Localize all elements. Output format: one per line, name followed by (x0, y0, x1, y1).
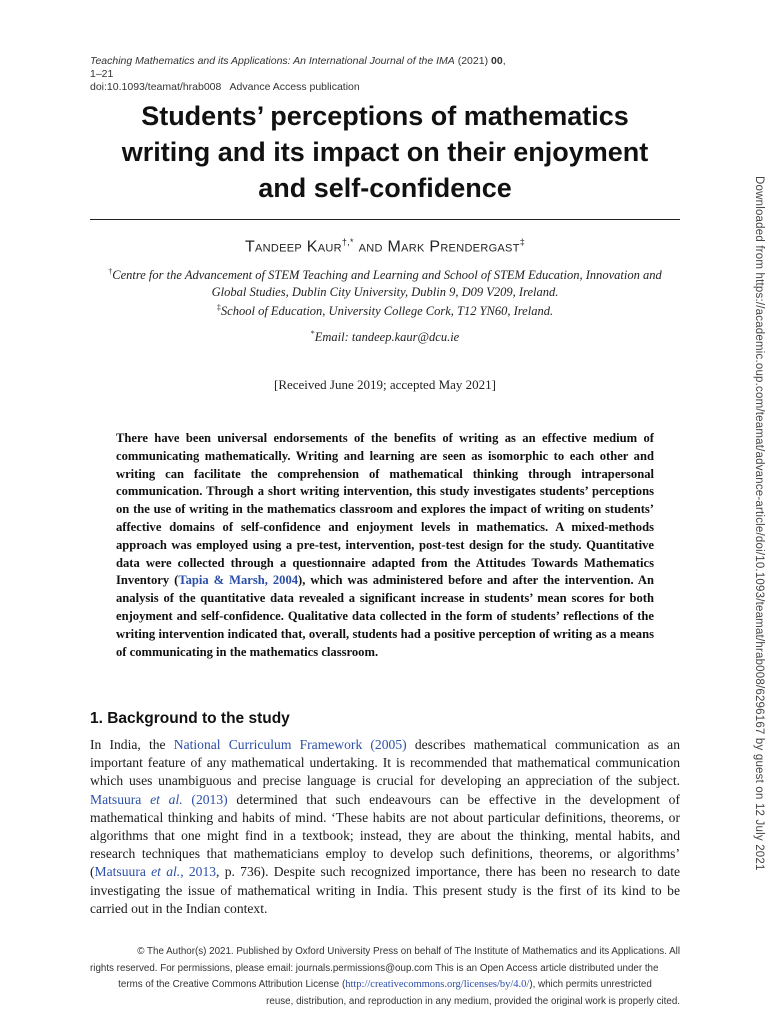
title-rule (90, 219, 680, 220)
author-list (90, 237, 680, 256)
corresponding-email (90, 325, 680, 346)
affiliation-2 (90, 299, 680, 320)
journal-name: Teaching Mathematics and its Applications: An International Journal of the IMA (90, 55, 455, 67)
journal-year: (2021) (457, 55, 489, 67)
body-text: In India, the (90, 737, 174, 752)
citation-author: Matsuura (94, 864, 152, 880)
title-line: Students’ perceptions of mathematics (141, 101, 629, 131)
doi: doi:10.1093/teamat/hrab008 (90, 81, 222, 93)
affiliation-mark: † (108, 267, 113, 276)
affiliation-text: Centre for the Advancement of STEM Teaching and Learning and School of STEM Education, Innovation and (112, 268, 662, 283)
affiliation-1 (90, 263, 680, 301)
citation-year: , 2013 (180, 864, 217, 880)
journal-pages: , 1–21 (90, 55, 506, 80)
copyright-footer (90, 944, 680, 1010)
citation-etal: et al. (150, 791, 183, 807)
download-note-text: Downloaded from https://academic.oup.com/teamat/advance-article/doi/10.1093/teamat/hrab008/6296167 by guest on 12 July 2021 (753, 176, 765, 871)
body-text: determined that such endeavours can be effective in the development of mathematical thinking and habits of mind. ‘These habits are not about particular definitions, theorems, or algorithms that one might find in a textbook; instead, they are about the thinking, mental habits, and research techniques that mathematicians employ to develop such definitions, theorems, or algorithms’ ( (90, 791, 681, 880)
affiliation-text: School of Education, University College Cork, T12 YN60, Ireland. (220, 304, 554, 319)
citation-link[interactable]: National Curriculum Framework (2005) (173, 737, 407, 752)
citation-link[interactable] (95, 864, 217, 879)
footer-line: © The Author(s) 2021. Published by Oxford University Press on behalf of The Institute of Mathematics and its Applications. All (137, 946, 680, 957)
citation-link[interactable]: Tapia & Marsh, 2004 (178, 573, 299, 588)
body-text: describes mathematical communication as an important feature of any mathematical undertaking. It is recommended that mathematical communication which uses unambiguous and precise language is crucial for developing an appreciation of the subject. (90, 737, 680, 789)
citation-link[interactable] (90, 792, 228, 807)
author-marks: †,* (341, 237, 354, 247)
email-text: Email: tandeep.kaur@dcu.ie (314, 330, 460, 345)
footer-line: rights reserved. For permissions, please email: journals.permissions@oup.com This is an Open Access article distributed under the (90, 962, 659, 974)
footer-text: ), which permits unrestricted (529, 979, 652, 990)
abstract (116, 430, 654, 661)
publication-status: Advance Access publication (229, 81, 360, 93)
citation-etal: et al. (151, 864, 181, 880)
affiliation-mark: ‡ (216, 303, 221, 312)
body-paragraph (90, 736, 680, 918)
title-line: writing and its impact on their enjoyment (121, 137, 649, 167)
abstract-text: ), which was administered before and after the intervention. An analysis of the quantitative data revealed a significant increase in students’ mean scores for both enjoyment and self-confidence. Qualitative data collected in the form of students’ reflections of the writing intervention indicated that, overall, students had a positive perception of writing as a means of communicating in the mathematics classroom. (116, 573, 654, 659)
section-heading: 1. Background to the study (90, 710, 290, 727)
footer-line (90, 977, 680, 994)
author-name: Tandeep Kaur (244, 238, 342, 256)
footer-line: reuse, distribution, and reproduction in any medium, provided the original work is properly cited. (266, 995, 680, 1007)
email-mark: * (310, 329, 315, 338)
author-name: Mark Prendergast (387, 238, 520, 256)
article-title (60, 98, 710, 206)
journal-header (90, 55, 520, 94)
abstract-text: There have been universal endorsements of the benefits of writing as an effective medium of communicating mathematically. Writing and learning are seen as isomorphic to each other and writing can facilitate the comprehension of mathematical thinking through intrapersonal communication. Through a short writing intervention, this study investigates students’ perceptions on the use of writing in the mathematics classroom and explores the impact of writing on students’ affective domains of self-confidence and enjoyment levels in mathematics. A mixed-methods approach was employed using a pre-test, intervention, post-test design for the study. Quantitative data were collected through a questionnaire adapted from the Attitudes Towards Mathematics Inventory ( (116, 431, 654, 588)
body-text: , p. 736). Despite such recognized importance, there has been no research to date investigating the issue of mathematical writing in India. This present study is the first of its kind to be carried out in the Indian context. (90, 864, 681, 916)
affiliation-text: Global Studies, Dublin City University, Dublin 9, D09 V209, Ireland. (211, 285, 559, 300)
journal-volume: 00 (491, 55, 503, 67)
download-watermark (749, 170, 765, 871)
footer-text: terms of the Creative Commons Attribution License ( (118, 979, 346, 990)
received-dates: [Received June 2019; accepted May 2021] (273, 377, 496, 392)
citation-author: Matsuura (90, 791, 151, 807)
author-marks: ‡ (519, 237, 526, 247)
citation-year: (2013) (182, 791, 228, 807)
license-link[interactable]: http://creativecommons.org/licenses/by/4.0/ (345, 979, 530, 990)
title-line: and self-confidence (258, 173, 512, 203)
author-conjunction: and (353, 238, 388, 256)
